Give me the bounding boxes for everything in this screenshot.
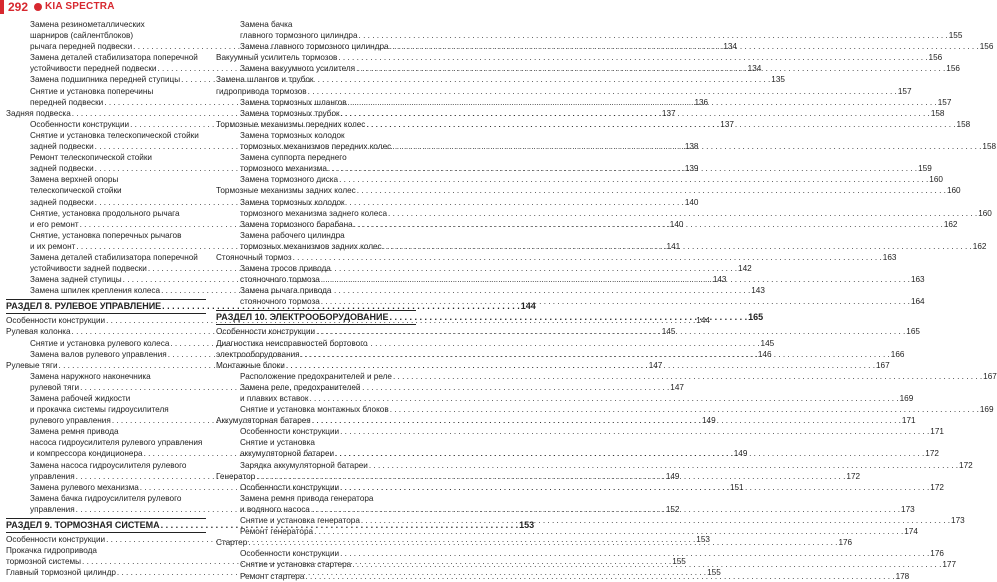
toc-page-number: 144 <box>696 316 710 326</box>
toc-entry-title: Генератор <box>216 471 256 481</box>
toc-page-number: 174 <box>904 527 918 537</box>
toc-entry-title: Снятие и установка телескопической стойки <box>30 130 199 140</box>
toc-entry <box>6 19 206 30</box>
toc-page-number: 176 <box>930 549 944 559</box>
toc-page-number: 163 <box>910 275 925 285</box>
toc-page-number: 145 <box>661 327 676 337</box>
toc-entry <box>6 460 206 471</box>
toc-page-number: 165 <box>748 312 764 323</box>
toc-entry <box>216 526 918 537</box>
toc-entry-title: Замена шпилек крепления колеса <box>30 286 161 296</box>
toc-leader-dots <box>369 460 958 471</box>
toc-entry <box>6 252 206 263</box>
toc-leader-dots <box>392 141 981 152</box>
toc-leader-dots <box>340 482 929 493</box>
toc-page-number: 149 <box>701 416 716 426</box>
toc-entry-title: Стартер <box>216 538 248 548</box>
toc-entry-title: шарниров (сайлентблоков) <box>30 31 134 41</box>
toc-entry-title: Особенности конструкции <box>30 119 130 129</box>
toc-entry-title: Снятие и установка поперечины <box>30 86 154 96</box>
page-header <box>0 0 425 20</box>
toc-page-number: 153 <box>696 535 710 545</box>
toc-entry-title: главного тормозного цилиндра <box>240 31 358 41</box>
toc-entry-title: тормозных механизмов задних колес <box>240 241 382 251</box>
toc-entry-title: Особенности конструкции <box>240 549 340 559</box>
toc-entry <box>216 74 416 85</box>
toc-page-number: 158 <box>930 108 945 118</box>
toc-entry-title: Снятие и установка монтажных блоков <box>240 405 389 415</box>
toc-entry <box>216 152 416 163</box>
toc-page-number: 137 <box>720 119 734 129</box>
toc-leader-dots <box>354 219 943 230</box>
toc-entry <box>216 285 416 296</box>
toc-entry-title: рулевой тяги <box>30 382 80 392</box>
toc-entry <box>216 130 416 141</box>
toc-entry-title: Вакуумный усилитель тормозов <box>216 53 338 63</box>
toc-entry-title: Снятие и установка рулевого колеса <box>30 338 170 348</box>
toc-page-number: 165 <box>906 327 920 337</box>
toc-page-number: 160 <box>978 208 992 218</box>
toc-entry <box>6 130 206 141</box>
toc-page-number: 172 <box>846 471 861 481</box>
toc-page-number: 142 <box>738 264 752 274</box>
toc-page-number: 143 <box>712 275 727 285</box>
toc-entry-title: Ремонт генератора <box>240 527 314 537</box>
toc-entry-title: Ремонт телескопической стойки <box>30 153 153 163</box>
toc-page-number: 147 <box>670 382 684 392</box>
toc-entry-title: Замена ремня привода генератора <box>240 493 374 503</box>
toc-leader-dots <box>393 371 982 382</box>
toc-leader-dots <box>388 208 977 219</box>
toc-leader-dots <box>256 471 845 482</box>
toc-entry-title: Особенности конструкции <box>240 482 340 492</box>
toc-page-number: 156 <box>979 42 994 52</box>
toc-leader-dots <box>348 97 937 108</box>
header-accent-bar <box>0 0 4 14</box>
toc-entry-title: Снятие и установка <box>240 438 315 448</box>
page-number: 292 <box>8 0 29 14</box>
toc-entry-title: и прокачка системы гидроусилителя <box>30 405 169 415</box>
toc-entry-title: Замена тормозного диска <box>240 175 339 185</box>
toc-page-number: 171 <box>930 427 944 437</box>
toc-page-number: 158 <box>982 142 997 152</box>
toc-entry <box>6 30 206 41</box>
toc-entry-title: Особенности конструкции <box>6 535 106 545</box>
toc-page-number: 134 <box>723 42 737 52</box>
toc-page-number: 156 <box>928 53 943 63</box>
toc-leader-dots <box>293 252 882 263</box>
toc-entry-title: Замена реле, предохранителей <box>240 382 361 392</box>
toc-entry <box>6 545 206 556</box>
toc-entry-title: электрооборудования <box>216 349 300 359</box>
toc-leader-dots <box>390 404 979 415</box>
toc-entry-title: Замена главного тормозного цилиндра <box>240 42 389 52</box>
toc-entry-title: и его ремонт <box>30 219 79 229</box>
toc-entry <box>6 230 206 241</box>
toc-page-number: 140 <box>684 197 699 207</box>
toc-entry-title: РАЗДЕЛ 9. ТОРМОЗНАЯ СИСТЕМА <box>6 520 160 531</box>
toc-entry-title: Монтажные блоки <box>216 360 285 370</box>
toc-entry-title: стояночного тормоза <box>240 275 320 285</box>
toc-entry-title: аккумуляторной батареи <box>240 449 335 459</box>
toc-page-number: 157 <box>897 86 912 96</box>
toc-entry-title: Замена тормозных колодок <box>240 197 345 207</box>
toc-entry-title: Снятие и установка генератора <box>240 516 360 526</box>
toc-entry-title: Замена бачка гидроусилителя рулевого <box>30 493 182 503</box>
toc-entry <box>216 208 992 219</box>
toc-entry-title: Замена деталей стабилизатора поперечной <box>30 53 198 63</box>
toc-entry <box>216 174 943 185</box>
toc-page-number: 141 <box>666 241 681 251</box>
toc-page-number: 149 <box>733 449 748 459</box>
toc-entry-title: Замена тросов привода <box>240 264 331 274</box>
toc-entry-title: Тормозные механизмы передних колес <box>216 119 366 129</box>
toc-entry-title: Замена шлангов и трубок <box>216 75 314 85</box>
toc-leader-dots <box>366 119 955 130</box>
toc-entry-title: устойчивости задней подвески <box>30 264 147 274</box>
toc-entry-title: Замена вакуумного усилителя <box>240 64 356 74</box>
toc-leader-dots <box>321 274 910 285</box>
toc-entry-title: Снятие и установка стартера <box>240 560 352 570</box>
toc-leader-dots <box>338 52 927 63</box>
toc-leader-dots <box>361 515 950 526</box>
toc-entry-title: РАЗДЕЛ 8. РУЛЕВОЕ УПРАВЛЕНИЕ <box>6 301 162 312</box>
toc-page-number: 140 <box>669 219 684 229</box>
toc-leader-dots <box>316 326 905 337</box>
toc-entry <box>6 371 206 382</box>
toc-entry-title: Прокачка гидропривода <box>6 546 97 556</box>
toc-page-number: 169 <box>899 394 914 403</box>
toc-entry-title: Замена наружного наконечника <box>30 371 151 381</box>
toc-leader-dots <box>301 349 890 360</box>
toc-entry-title: Замена резинометаллических <box>30 20 145 29</box>
toc-entry-title: Замена ремня привода <box>30 427 119 437</box>
toc-leader-dots <box>311 504 900 515</box>
toc-entry-title: Замена тормозных трубок <box>240 108 340 118</box>
toc-entry-title: задней подвески <box>30 142 94 152</box>
toc-page-number: 134 <box>747 64 762 74</box>
toc-entry-title: Задняя подвеска <box>6 108 71 118</box>
toc-entry-title: телескопической стойки <box>30 186 122 196</box>
toc-entry <box>216 185 961 196</box>
toc-page-number: 143 <box>751 286 765 296</box>
toc-leader-dots <box>248 537 837 548</box>
toc-page-number: 172 <box>925 449 939 459</box>
toc-entry-title: тормозных механизмов передних колес <box>240 142 392 152</box>
toc-entry-title: тормозной системы <box>6 557 82 567</box>
toc-leader-dots <box>357 185 946 196</box>
toc-entry-title: Снятие, установка поперечных рычагов <box>30 230 182 240</box>
toc-page-number: 153 <box>519 520 535 531</box>
toc-page-number: 155 <box>948 31 963 41</box>
toc-entry <box>6 493 206 504</box>
toc-leader-dots <box>312 415 901 426</box>
toc-page-number: 157 <box>937 97 952 107</box>
toc-entry-title: управления <box>30 471 75 481</box>
toc-entry-title: Замена верхней опоры <box>30 175 119 185</box>
toc-entry <box>6 185 206 196</box>
toc-entry-title: гидропривода тормозов <box>216 86 307 96</box>
toc-page-number: 138 <box>684 142 699 152</box>
toc-entry-title: Замена подшипника передней ступицы <box>30 75 181 85</box>
toc-page-number: 171 <box>901 416 916 426</box>
toc-page-number: 173 <box>901 504 915 514</box>
toc-entry <box>216 548 944 559</box>
toc-entry <box>6 208 206 219</box>
toc-page-number: 169 <box>979 405 994 415</box>
toc-entry <box>216 493 416 504</box>
toc-entry-title: Замена валов рулевого управления <box>30 349 167 359</box>
toc-page-number: 173 <box>951 516 965 526</box>
toc-entry-title: Аккумуляторная батарея <box>216 416 311 426</box>
toc-page-number: 160 <box>946 186 961 196</box>
toc-entry-title: Замена рулевого механизма <box>30 482 139 492</box>
toc-entry-title: Особенности конструкции <box>216 327 316 337</box>
toc-leader-dots <box>359 30 948 41</box>
toc-page-number: 136 <box>694 97 709 107</box>
toc-entry-title: Замена тормозных колодок <box>240 130 345 140</box>
toc-entry-title: тормозного механизма <box>240 164 327 174</box>
toc-page-number: 177 <box>942 560 957 570</box>
toc-entry-title: управления <box>30 504 75 514</box>
toc-entry-title: и их ремонт <box>30 241 76 251</box>
toc-entry-title: Замена деталей стабилизатора поперечной <box>30 252 198 262</box>
toc-entry <box>216 86 912 97</box>
toc-page-number: 160 <box>929 175 943 185</box>
toc-entry-title: РАЗДЕЛ 10. ЭЛЕКТРООБОРУДОВАНИЕ <box>216 312 389 323</box>
toc-entry-title: и водяного насоса <box>240 504 310 514</box>
toc-entry <box>216 393 914 404</box>
toc-entry-title: Снятие, установка продольного рычага <box>30 208 180 218</box>
toc-leader-dots <box>390 41 979 52</box>
toc-page-number: 137 <box>661 108 676 118</box>
toc-entry-title: задней подвески <box>30 197 94 207</box>
toc-page-number: 164 <box>910 297 925 307</box>
toc-entry-title: Особенности конструкции <box>6 316 106 326</box>
toc-page-number: 155 <box>707 568 721 578</box>
toc-entry-title: и плавких вставок <box>240 394 309 403</box>
toc-leader-dots <box>356 63 945 74</box>
toc-page-number: 176 <box>838 538 853 548</box>
toc-leader-dots <box>308 86 897 97</box>
toc-page-number: 158 <box>956 119 971 129</box>
toc-entry <box>216 30 963 41</box>
toc-entry-title: Замена тормозных шлангов <box>240 97 347 107</box>
toc-page-number: 156 <box>946 64 960 74</box>
toc-leader-dots <box>309 393 898 404</box>
toc-leader-dots <box>340 548 929 559</box>
toc-leader-dots <box>341 108 930 119</box>
toc-leader-dots <box>335 448 924 459</box>
toc-page-number: 147 <box>648 360 663 370</box>
toc-page-number: 145 <box>760 338 775 348</box>
toc-leader-dots <box>286 360 875 371</box>
toc-entry-title: Замена насоса гидроусилителя рулевого <box>30 460 187 470</box>
toc-entry-title: Рулевая колонка <box>6 327 71 337</box>
toc-entry <box>216 382 416 393</box>
toc-page-number: 139 <box>684 164 699 174</box>
toc-entry-title: Замена тормозного барабана <box>240 219 353 229</box>
toc-page-number: 167 <box>875 360 890 370</box>
toc-entry <box>216 197 416 208</box>
toc-entry-title: Стояночный тормоз <box>216 252 292 262</box>
toc-page-number: 144 <box>520 301 536 312</box>
toc-entry-title: Замена рабочего цилиндра <box>240 230 345 240</box>
toc-entry <box>216 426 944 437</box>
toc-entry <box>6 52 206 63</box>
toc-entry-title: Замена рычага привода <box>240 286 332 296</box>
toc-page-number: 167 <box>983 371 997 381</box>
toc-entry-title: и компрессора кондиционера <box>30 449 143 459</box>
toc-page-number: 163 <box>882 252 897 262</box>
toc-entry <box>6 426 206 437</box>
toc-page-number: 172 <box>930 482 944 492</box>
toc-leader-dots <box>390 312 748 323</box>
toc-page-number: 155 <box>672 557 686 567</box>
toc-entry-title: Диагностика неисправностей бортового <box>216 338 368 348</box>
toc-page-number: 151 <box>729 482 744 492</box>
toc-page-number: 166 <box>890 349 905 359</box>
toc-entry-title: Зарядка аккумуляторной батареи <box>240 460 368 470</box>
toc-entry <box>6 152 206 163</box>
toc-leader-dots <box>352 559 941 570</box>
toc-leader-dots <box>321 296 910 307</box>
toc-entry <box>6 174 206 185</box>
toc-entry-title: рычага передней подвески <box>30 42 133 52</box>
toc-leader-dots <box>328 163 917 174</box>
toc-leader-dots <box>383 241 972 252</box>
toc-entry <box>216 404 994 415</box>
toc-entry-title: насоса гидроусилителя рулевого управления <box>30 438 203 448</box>
toc-entry-title: Замена задней ступицы <box>30 275 122 285</box>
brand-title: KIA SPECTRA <box>45 1 115 12</box>
toc-entry-title: тормозного механизма заднего колеса <box>240 208 388 218</box>
toc-entry-title: устойчивости передней подвески <box>30 64 157 74</box>
toc-entry-title: Тормозные механизмы задних колес <box>216 186 356 196</box>
toc-entry <box>6 404 206 415</box>
toc-page-number: 172 <box>959 460 973 470</box>
toc-entry <box>216 263 416 274</box>
toc-leader-dots <box>305 571 894 582</box>
toc-entry <box>216 437 416 448</box>
toc-page-number: 146 <box>757 349 772 359</box>
toc-page-number: 178 <box>895 571 910 581</box>
toc-entry <box>216 371 997 382</box>
toc-entry-title: Ремонт стартера <box>240 571 305 581</box>
toc-page-number: 159 <box>918 164 932 174</box>
toc-entry-title: Замена суппорта переднего <box>240 153 347 163</box>
toc-entry-title: Расположение предохранителей и реле <box>240 371 392 381</box>
toc-entry <box>216 252 897 263</box>
toc-entry-title: Замена рабочей жидкости <box>30 394 131 403</box>
toc-page-number: 149 <box>665 471 680 481</box>
toc-entry-title: стояночного тормоза <box>240 297 320 307</box>
toc-entry-title: задней подвески <box>30 164 94 174</box>
toc-leader-dots <box>340 426 929 437</box>
toc-entry <box>216 19 416 30</box>
toc-leader-dots <box>314 526 903 537</box>
toc-entry-title: передней подвески <box>30 97 104 107</box>
toc-entry <box>6 86 206 97</box>
toc-entry-title: Особенности конструкции <box>240 427 340 437</box>
toc-page-number: 162 <box>943 219 958 229</box>
toc-entry <box>216 338 416 349</box>
toc-entry-title: Главный тормозной цилиндр <box>6 568 116 578</box>
toc-entry <box>216 460 973 471</box>
toc-entry <box>216 52 943 63</box>
toc-entry <box>216 230 416 241</box>
toc-entry <box>6 437 206 448</box>
toc-entry-title: рулевого управления <box>30 416 111 426</box>
toc-page-number: 162 <box>972 241 987 251</box>
brand-logo-icon <box>34 3 42 11</box>
toc-page-number: 135 <box>771 75 785 85</box>
toc-entry <box>6 393 206 404</box>
toc-entry-title: Рулевые тяги <box>6 360 58 370</box>
toc-entry-title: Замена бачка <box>240 20 293 29</box>
toc-page-number: 152 <box>665 504 680 514</box>
toc-leader-dots <box>339 174 928 185</box>
